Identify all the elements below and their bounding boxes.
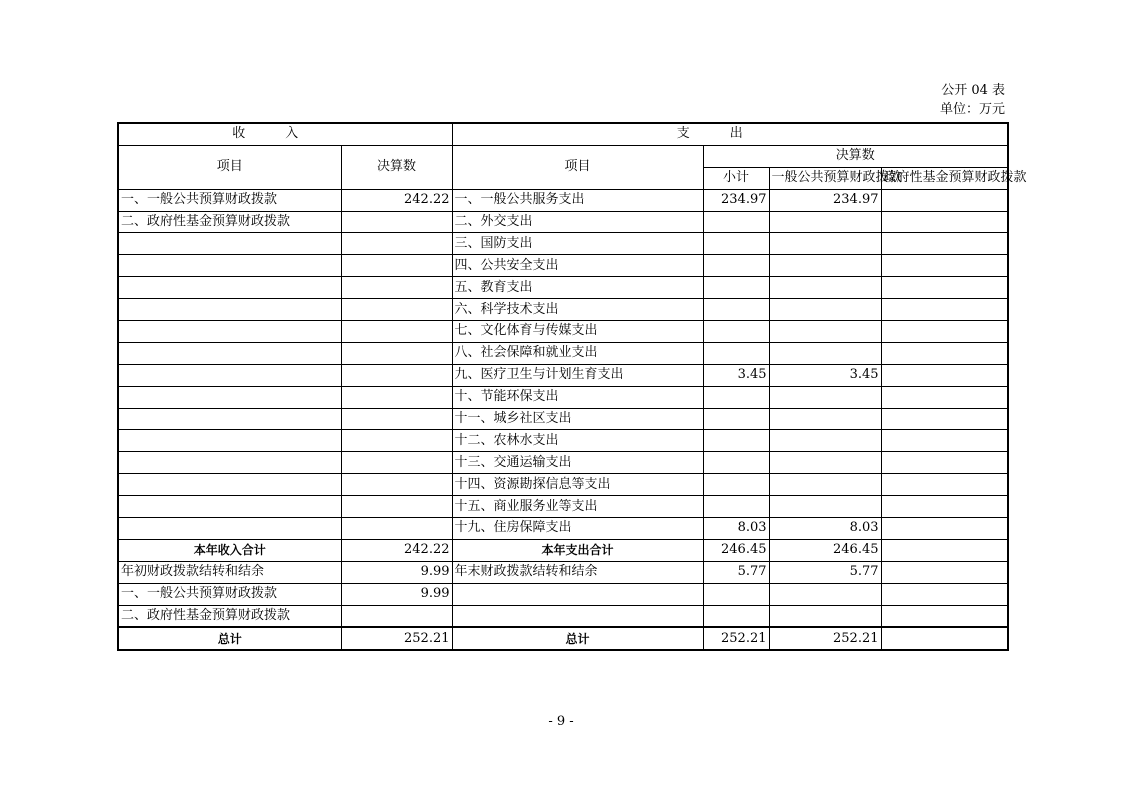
empty-cell <box>703 583 769 605</box>
income-item <box>118 299 341 321</box>
general-budget-value <box>769 474 881 496</box>
table-row <box>118 233 1008 255</box>
income-amount <box>341 277 452 299</box>
income-amount: 242.22 <box>341 189 452 211</box>
general-budget-value <box>769 408 881 430</box>
closing-carryover-subtotal: 5.77 <box>703 561 769 583</box>
expense-item: 十九、住房保障支出 <box>452 518 703 540</box>
subtotal-value <box>703 342 769 364</box>
carryover-fund-label: 二、政府性基金预算财政拨款 <box>118 605 341 627</box>
table-row <box>118 518 1008 540</box>
income-amount <box>341 518 452 540</box>
income-amount <box>341 211 452 233</box>
year-income-total-label: 本年收入合计 <box>118 539 341 561</box>
expense-item: 七、文化体育与传媒支出 <box>452 321 703 343</box>
income-item <box>118 342 341 364</box>
year-expense-subtotal: 246.45 <box>703 539 769 561</box>
gov-fund-value <box>881 277 1008 299</box>
general-budget-value <box>769 386 881 408</box>
expense-item: 五、教育支出 <box>452 277 703 299</box>
section-header-row <box>118 123 1008 145</box>
general-budget-value: 3.45 <box>769 364 881 386</box>
empty-cell <box>881 583 1008 605</box>
subtotal-value <box>703 430 769 452</box>
expense-item: 十五、商业服务业等支出 <box>452 496 703 518</box>
expense-item: 八、社会保障和就业支出 <box>452 342 703 364</box>
gov-fund-header: 政府性基金预算财政拨款 <box>881 167 1008 189</box>
table-row <box>118 386 1008 408</box>
expense-item: 十三、交通运输支出 <box>452 452 703 474</box>
grand-total-general: 252.21 <box>769 627 881 650</box>
general-budget-value <box>769 452 881 474</box>
subtotal-value <box>703 474 769 496</box>
gov-fund-value <box>881 255 1008 277</box>
table-row <box>118 321 1008 343</box>
expense-item: 十、节能环保支出 <box>452 386 703 408</box>
table-row <box>118 299 1008 321</box>
subtotal-value <box>703 277 769 299</box>
year-total-row <box>118 539 1008 561</box>
income-item <box>118 496 341 518</box>
gov-fund-value <box>881 452 1008 474</box>
income-amount <box>341 321 452 343</box>
income-item <box>118 474 341 496</box>
subtotal-value <box>703 496 769 518</box>
final-amount-header: 决算数 <box>703 145 1008 167</box>
income-amount <box>341 299 452 321</box>
table-row <box>118 277 1008 299</box>
income-item <box>118 321 341 343</box>
expense-item: 十四、资源勘探信息等支出 <box>452 474 703 496</box>
gov-fund-value <box>881 211 1008 233</box>
income-amount <box>341 430 452 452</box>
carryover-general-label: 一、一般公共预算财政拨款 <box>118 583 341 605</box>
grand-total-expense-label: 总计 <box>452 627 703 650</box>
gov-fund-value <box>881 518 1008 540</box>
subtotal-value <box>703 299 769 321</box>
subtotal-value <box>703 211 769 233</box>
gov-fund-value <box>881 233 1008 255</box>
income-item <box>118 430 341 452</box>
closing-carryover-general: 5.77 <box>769 561 881 583</box>
unit-label: 单位：万元 <box>939 102 1005 117</box>
gov-fund-value <box>881 189 1008 211</box>
subtotal-header: 小计 <box>703 167 769 189</box>
table-number: 公开 04 表 <box>941 83 1005 98</box>
subtotal-value: 234.97 <box>703 189 769 211</box>
page-number: - 9 - <box>548 714 574 729</box>
table-row <box>118 189 1008 211</box>
income-item: 二、政府性基金预算财政拨款 <box>118 211 341 233</box>
table-row <box>118 211 1008 233</box>
expense-item: 四、公共安全支出 <box>452 255 703 277</box>
table-row <box>118 496 1008 518</box>
opening-carryover-label: 年初财政拨款结转和结余 <box>118 561 341 583</box>
expense-item: 九、医疗卫生与计划生育支出 <box>452 364 703 386</box>
income-amount-header: 决算数 <box>341 145 452 189</box>
expense-item: 十一、城乡社区支出 <box>452 408 703 430</box>
subtotal-value <box>703 233 769 255</box>
gov-fund-value <box>881 496 1008 518</box>
carryover-fund-row <box>118 605 1008 627</box>
income-amount <box>341 364 452 386</box>
income-section-header: 收入 <box>118 123 452 145</box>
income-amount <box>341 386 452 408</box>
general-budget-value <box>769 255 881 277</box>
subtotal-value: 8.03 <box>703 518 769 540</box>
empty-cell <box>769 583 881 605</box>
income-amount <box>341 342 452 364</box>
income-item <box>118 452 341 474</box>
subtotal-value <box>703 386 769 408</box>
general-budget-value <box>769 299 881 321</box>
grand-total-fund <box>881 627 1008 650</box>
general-budget-value <box>769 496 881 518</box>
grand-total-income-amount: 252.21 <box>341 627 452 650</box>
income-amount <box>341 408 452 430</box>
expense-item: 二、外交支出 <box>452 211 703 233</box>
table-row <box>118 474 1008 496</box>
empty-cell <box>703 605 769 627</box>
table-row <box>118 408 1008 430</box>
carryover-general-row <box>118 583 1008 605</box>
year-expense-general: 246.45 <box>769 539 881 561</box>
expense-item-header: 项目 <box>452 145 703 189</box>
gov-fund-value <box>881 474 1008 496</box>
gov-fund-value <box>881 364 1008 386</box>
income-amount <box>341 474 452 496</box>
closing-carryover-label: 年末财政拨款结转和结余 <box>452 561 703 583</box>
gov-fund-value <box>881 321 1008 343</box>
opening-carryover-amount: 9.99 <box>341 561 452 583</box>
carryover-row <box>118 561 1008 583</box>
column-header-row <box>118 145 1008 167</box>
general-budget-value <box>769 430 881 452</box>
table-row <box>118 342 1008 364</box>
expense-section-header: 支出 <box>452 123 1008 145</box>
income-item <box>118 277 341 299</box>
general-budget-value <box>769 342 881 364</box>
empty-cell <box>881 605 1008 627</box>
subtotal-value <box>703 452 769 474</box>
income-amount <box>341 233 452 255</box>
general-budget-value: 234.97 <box>769 189 881 211</box>
expense-item: 三、国防支出 <box>452 233 703 255</box>
gov-fund-value <box>881 408 1008 430</box>
income-item <box>118 386 341 408</box>
general-budget-header: 一般公共预算财政拨款 <box>769 167 881 189</box>
closing-carryover-fund <box>881 561 1008 583</box>
income-item-header: 项目 <box>118 145 341 189</box>
general-budget-value <box>769 321 881 343</box>
year-expense-total-label: 本年支出合计 <box>452 539 703 561</box>
income-item <box>118 408 341 430</box>
general-budget-value <box>769 233 881 255</box>
gov-fund-value <box>881 299 1008 321</box>
general-budget-value <box>769 277 881 299</box>
income-amount <box>341 496 452 518</box>
subtotal-value: 3.45 <box>703 364 769 386</box>
expense-item: 十二、农林水支出 <box>452 430 703 452</box>
income-amount <box>341 255 452 277</box>
gov-fund-value <box>881 342 1008 364</box>
empty-cell <box>769 605 881 627</box>
income-item <box>118 364 341 386</box>
subtotal-value <box>703 321 769 343</box>
general-budget-value: 8.03 <box>769 518 881 540</box>
subtotal-value <box>703 255 769 277</box>
general-budget-value <box>769 211 881 233</box>
grand-total-income-label: 总计 <box>118 627 341 650</box>
gov-fund-value <box>881 430 1008 452</box>
income-amount <box>341 452 452 474</box>
expense-item: 一、一般公共服务支出 <box>452 189 703 211</box>
empty-cell <box>452 605 703 627</box>
carryover-fund-amount <box>341 605 452 627</box>
year-expense-fund <box>881 539 1008 561</box>
income-item <box>118 233 341 255</box>
expense-item: 六、科学技术支出 <box>452 299 703 321</box>
table-row <box>118 364 1008 386</box>
year-income-total-amount: 242.22 <box>341 539 452 561</box>
fiscal-appropriation-table <box>117 122 1027 651</box>
grand-total-row <box>118 627 1008 650</box>
grand-total-subtotal: 252.21 <box>703 627 769 650</box>
income-item: 一、一般公共预算财政拨款 <box>118 189 341 211</box>
table-row <box>118 255 1008 277</box>
empty-cell <box>452 583 703 605</box>
gov-fund-value <box>881 386 1008 408</box>
table-row <box>118 430 1008 452</box>
income-item <box>118 255 341 277</box>
table-row <box>118 452 1008 474</box>
income-item <box>118 518 341 540</box>
subtotal-value <box>703 408 769 430</box>
carryover-general-amount: 9.99 <box>341 583 452 605</box>
